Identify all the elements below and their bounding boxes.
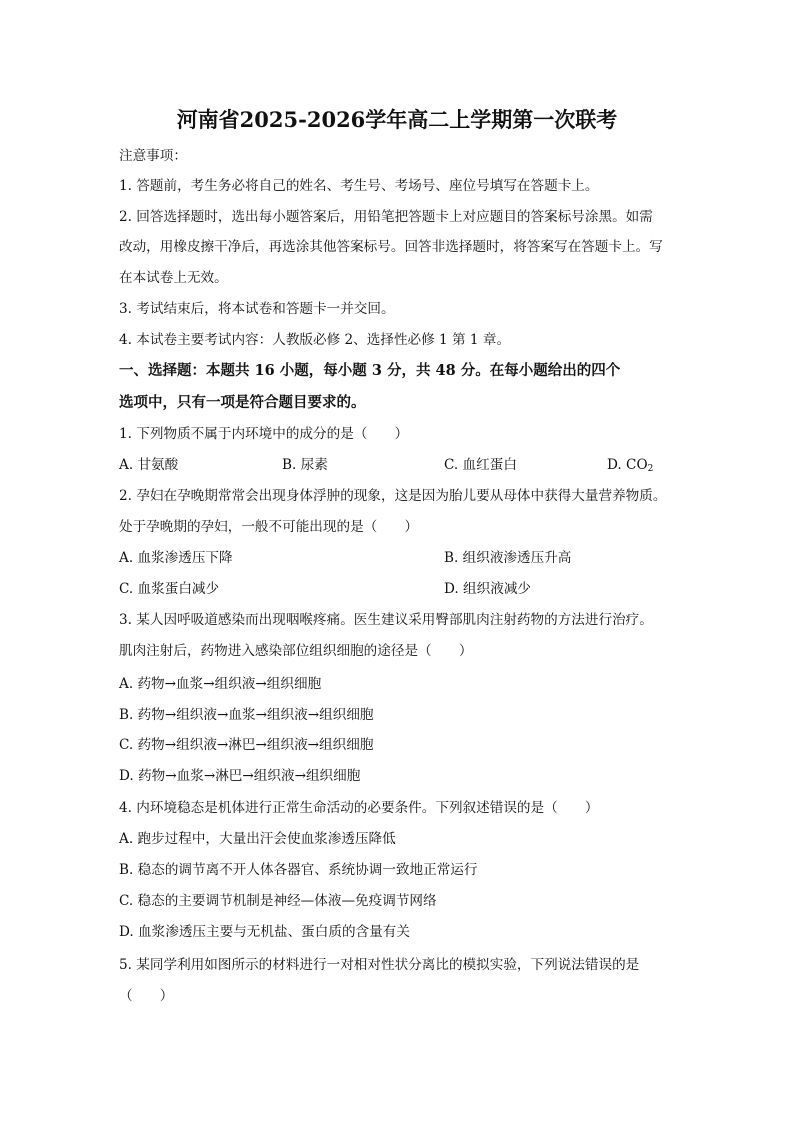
option-c: C. 药物→组织液→淋巴→组织液→组织细胞 [119,737,374,753]
section-heading: 选项中，只有一项是符合题目要求的。 [119,394,366,411]
question-stem: 2. 孕妇在孕晚期常常会出现身体浮肿的现象，这是因为胎儿要从母体中获得大量营养物质。 [119,488,667,504]
option-a: A. 药物→血浆→组织液→组织细胞 [119,676,322,692]
notice-item: 1. 答题前，考生务必将自己的姓名、考生号、考场号、座位号填写在答题卡上。 [119,178,599,194]
question-stem: 4. 内环境稳态是机体进行正常生命活动的必要条件。下列叙述错误的是（ ） [119,800,599,816]
option-d: D. 血浆渗透压主要与无机盐、蛋白质的含量有关 [119,924,410,940]
option-a: A. 跑步过程中，大量出汗会使血浆渗透压降低 [119,831,396,847]
option-c: C. 血红蛋白 [444,457,517,473]
subscript: 2 [647,464,654,474]
option-b: B. 尿素 [282,457,328,473]
option-c: C. 血浆蛋白减少 [119,581,220,597]
option-a: A. 血浆渗透压下降 [119,550,233,566]
question-stem: 处于孕晚期的孕妇，一般不可能出现的是（ ） [119,519,419,535]
exam-title: 河南省2025-2026学年高二上学期第一次联考 [176,107,618,132]
question-stem: 3. 某人因呼吸道感染而出现咽喉疼痛。医生建议采用臀部肌肉注射药物的方法进行治疗。 [119,612,653,628]
notice-item: 2. 回答选择题时，选出每小题答案后，用铅笔把答题卡上对应题目的答案标号涂黑。如需 [119,209,653,225]
option-c: C. 稳态的主要调节机制是神经—体液—免疫调节网络 [119,893,437,909]
section-heading: 一、选择题：本题共 16 小题，每小题 3 分，共 48 分。在每小题给出的四个 [119,362,621,379]
notice-item: 改动，用橡皮擦干净后，再选涂其他答案标号。回答非选择题时，将答案写在答题卡上。写 [119,239,663,255]
notice-item: 在本试卷上无效。 [119,270,228,286]
option-b: B. 稳态的调节离不开人体各器官、系统协调一致地正常运行 [119,862,478,878]
question-stem: 5. 某同学利用如图所示的材料进行一对相对性状分离比的模拟实验，下列说法错误的是 [119,957,640,973]
notice-heading: 注意事项： [119,148,187,164]
option-a: A. 甘氨酸 [119,457,179,473]
option-d-text: D. CO [607,457,648,473]
notice-item: 4. 本试卷主要考试内容：人教版必修 2、选择性必修 1 第 1 章。 [119,332,511,348]
option-b: B. 组织液渗透压升高 [444,550,572,566]
question-stem: （ ） [119,988,174,1004]
question-stem: 肌肉注射后，药物进入感染部位组织细胞的途径是（ ） [119,643,473,659]
question-stem: 1. 下列物质不属于内环境中的成分的是（ ） [119,426,409,442]
option-d: D. 药物→血浆→淋巴→组织液→组织细胞 [119,768,361,784]
notice-item: 3. 考试结束后，将本试卷和答题卡一并交回。 [119,301,395,317]
option-d [607,455,653,479]
option-d: D. 组织液减少 [444,581,532,597]
option-b: B. 药物→组织液→血浆→组织液→组织细胞 [119,707,374,723]
